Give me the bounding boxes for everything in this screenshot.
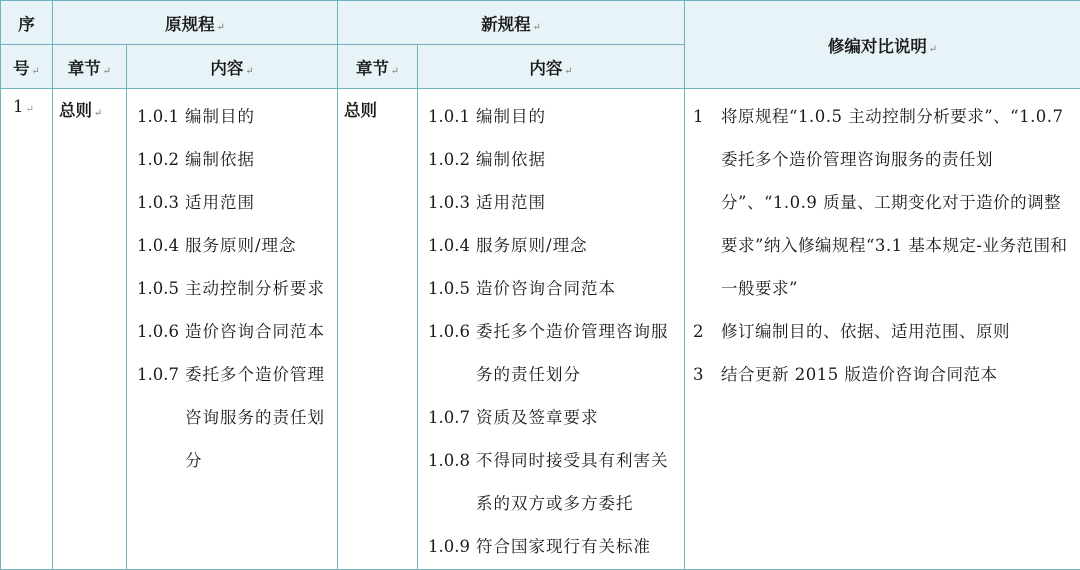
item-text: 服务原则/理念 [185,224,329,267]
header-row-1 [1,1,1080,45]
list-item [137,267,329,310]
item-text: 编制依据 [185,138,329,181]
old-chapter-header: 章节 ↵ [53,45,127,89]
list-item [137,353,329,482]
old-chapter-cell: 总则 ↵ [53,89,127,570]
list-item [137,224,329,267]
item-text: 造价咨询合同范本 [185,310,329,353]
list-item [428,310,676,396]
note-text: 将原规程“1.0.5 主动控制分析要求”、“1.0.7 委托多个造价管理咨询服务的责任划分”、“1.0.9 质量、工期变化对于造价的调整要求”纳入修编规程“3.1 基本规定-业务范围和一般要求” [721,95,1072,310]
list-item [137,138,329,181]
note-text: 结合更新 2015 版造价咨询合同范本 [721,353,1072,396]
item-text: 委托多个造价管理咨询服务的责任划分 [476,310,676,396]
list-item [428,267,676,310]
list-item [428,439,676,525]
item-number: 1.0.6 [137,310,185,353]
item-number: 1.0.4 [137,224,185,267]
note-number: 1 [693,95,721,310]
old-content-cell [127,89,338,570]
seq-header: 序 [1,1,53,45]
item-number: 1.0.7 [428,396,476,439]
item-text: 资质及签章要求 [476,396,676,439]
new-chapter-cell: 总则 [338,89,418,570]
old-content-header: 内容 ↵ [127,45,338,89]
item-text: 委托多个造价管理咨询服务的责任划分 [185,353,329,482]
item-number: 1.0.9 [428,525,476,568]
note-item [693,353,1072,396]
note-item [693,95,1072,310]
note-text: 修订编制目的、依据、适用范围、原则 [721,310,1072,353]
item-number: 1.0.5 [428,267,476,310]
item-text: 适用范围 [185,181,329,224]
list-item [428,95,676,138]
note-number: 3 [693,353,721,396]
list-item [428,224,676,267]
item-number: 1.0.2 [137,138,185,181]
notes-header: 修编对比说明 ↵ [685,1,1080,89]
item-text: 造价咨询合同范本 [476,267,676,310]
list-item [137,95,329,138]
item-number: 1.0.5 [137,267,185,310]
item-number: 1.0.3 [137,181,185,224]
seq-header-2: 号 ↵ [1,45,53,89]
new-content-header: 内容 ↵ [418,45,685,89]
item-text: 符合国家现行有关标准 [476,525,676,568]
item-number: 1.0.6 [428,310,476,396]
item-text: 服务原则/理念 [476,224,676,267]
item-number: 1.0.1 [137,95,185,138]
list-item [428,396,676,439]
old-rules-header: 原规程 ↵ [53,1,338,45]
item-number: 1.0.2 [428,138,476,181]
item-text: 编制目的 [185,95,329,138]
new-chapter-header: 章节 ↵ [338,45,418,89]
item-number: 1.0.4 [428,224,476,267]
item-text: 适用范围 [476,181,676,224]
notes-cell [685,89,1080,570]
new-content-cell [418,89,685,570]
table-row [1,89,1080,570]
item-number: 1.0.3 [428,181,476,224]
list-item [428,181,676,224]
item-number: 1.0.8 [428,439,476,525]
new-rules-header: 新规程 ↵ [338,1,685,45]
note-number: 2 [693,310,721,353]
item-text: 编制依据 [476,138,676,181]
item-text: 主动控制分析要求 [185,267,329,310]
item-number: 1.0.1 [428,95,476,138]
item-text: 编制目的 [476,95,676,138]
item-text: 不得同时接受具有利害关系的双方或多方委托 [476,439,676,525]
note-item [693,310,1072,353]
item-number: 1.0.7 [137,353,185,482]
list-item [428,138,676,181]
list-item [137,310,329,353]
list-item [137,181,329,224]
seq-cell: 1 ↵ [1,89,53,570]
